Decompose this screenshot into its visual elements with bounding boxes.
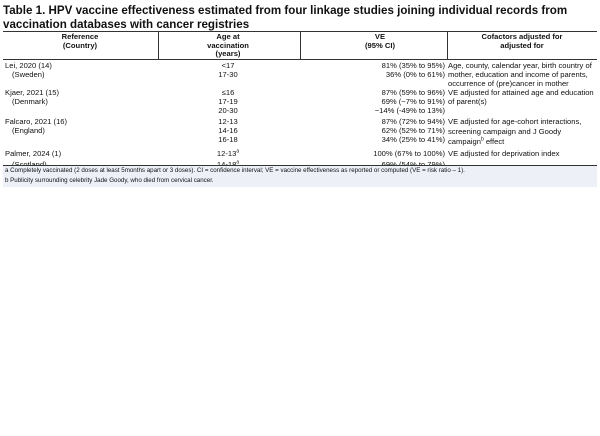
age-value: ≤16 — [221, 88, 235, 97]
ve-value: 62% (52% to 71%) — [381, 126, 445, 135]
reference-cell — [5, 61, 155, 79]
footnote-marker: a — [236, 159, 240, 166]
header-reference-label: Reference — [61, 32, 99, 41]
header-ve-line1: VE — [374, 32, 386, 41]
country-text: (England) — [12, 126, 45, 135]
age-text: 12-13 — [216, 149, 237, 158]
age-value: 16-18 — [218, 135, 238, 144]
reference-cell — [5, 117, 155, 135]
table-row — [3, 61, 597, 88]
header-age — [178, 33, 278, 59]
header-age-line3: (years) — [215, 49, 241, 59]
column-divider — [300, 32, 301, 59]
header-age-line1: Age at — [216, 32, 240, 41]
reference-text: Palmer, 2024 (1) — [5, 149, 62, 158]
age-cell — [178, 117, 278, 144]
reference-text: Kjaer, 2021 (15) — [5, 88, 60, 97]
age-cell — [178, 61, 278, 79]
cofactors-text: VE adjusted for age-cohort interactions, screening campaign and J Goody campaign — [448, 117, 582, 146]
ve-value: 36% (0% to 61%) — [385, 70, 445, 79]
cofactors-cell: Age, county, calendar year, birth country of mother, education and income of parents, occurrence of (pre)cancer in mother — [448, 61, 592, 88]
header-country-label: (Country) — [62, 40, 98, 50]
country-text: (Denmark) — [12, 97, 48, 106]
ve-value: 87% (72% to 94%) — [381, 117, 445, 126]
ve-value: 100% (67% to 100%) — [373, 149, 445, 158]
age-cell — [178, 88, 278, 115]
ve-value: 81% (35% to 95%) — [381, 61, 445, 70]
header-ve-line2: (95% CI) — [365, 40, 395, 50]
footnote-b: b Publicity surrounding celebrity Jade Goody, who died from cervical cancer. — [5, 177, 214, 184]
cofactors-cell — [448, 117, 596, 147]
table-header — [3, 31, 597, 60]
ve-value: 34% (25% to 41%) — [381, 135, 445, 144]
table-title: Table 1. HPV vaccine effectiveness estimated from four linkage studies joining individual records from vaccination databases with cancer registries — [3, 4, 568, 31]
table-row — [3, 88, 597, 117]
age-value: 12-13 — [218, 117, 238, 126]
reference-cell — [5, 88, 155, 106]
column-divider — [158, 32, 159, 59]
footnote-marker: a — [236, 148, 240, 155]
age-value: 17-19 — [218, 97, 238, 106]
header-reference — [5, 33, 155, 50]
ve-cell — [315, 88, 445, 115]
ve-value: 87% (59% to 96%) — [381, 88, 445, 97]
footnote-marker: b — [480, 136, 484, 143]
age-value: 17-30 — [218, 70, 238, 79]
header-ve — [315, 33, 445, 50]
country-text: (Sweden) — [12, 70, 45, 79]
reference-text: Lei, 2020 (14) — [5, 61, 52, 70]
header-age-line2: vaccination — [207, 40, 249, 50]
table-footnotes — [3, 165, 597, 187]
age-value: 14-16 — [218, 126, 238, 135]
header-cofactors-line1: Cofactors adjusted for — [481, 32, 563, 41]
ve-cell — [315, 61, 445, 79]
footnote-a: a Completely vaccinated (2 doses at least 5months apart or 3 doses). CI = confidence interval; VE = vaccine effectiveness as reported or computed (VE = risk ratio – 1). — [5, 167, 465, 174]
header-cofactors — [448, 33, 596, 50]
cofactors-cell: VE adjusted for attained age and education of parent(s) — [448, 88, 594, 106]
cofactors-text-tail: effect — [483, 137, 505, 146]
table-row — [3, 117, 597, 146]
cofactors-cell: VE adjusted for deprivation index — [448, 149, 560, 158]
age-value — [178, 149, 278, 158]
ve-value: 69% (−7% to 91%) — [381, 97, 445, 106]
age-value: 20-30 — [218, 106, 238, 115]
reference-text: Falcaro, 2021 (16) — [5, 117, 68, 126]
header-cofactors-line2: adjusted for — [500, 40, 544, 50]
ve-cell — [315, 117, 445, 144]
ve-value: −14% (-49% to 13%) — [374, 106, 445, 115]
effectiveness-table — [3, 31, 597, 169]
age-value: <17 — [221, 61, 235, 70]
